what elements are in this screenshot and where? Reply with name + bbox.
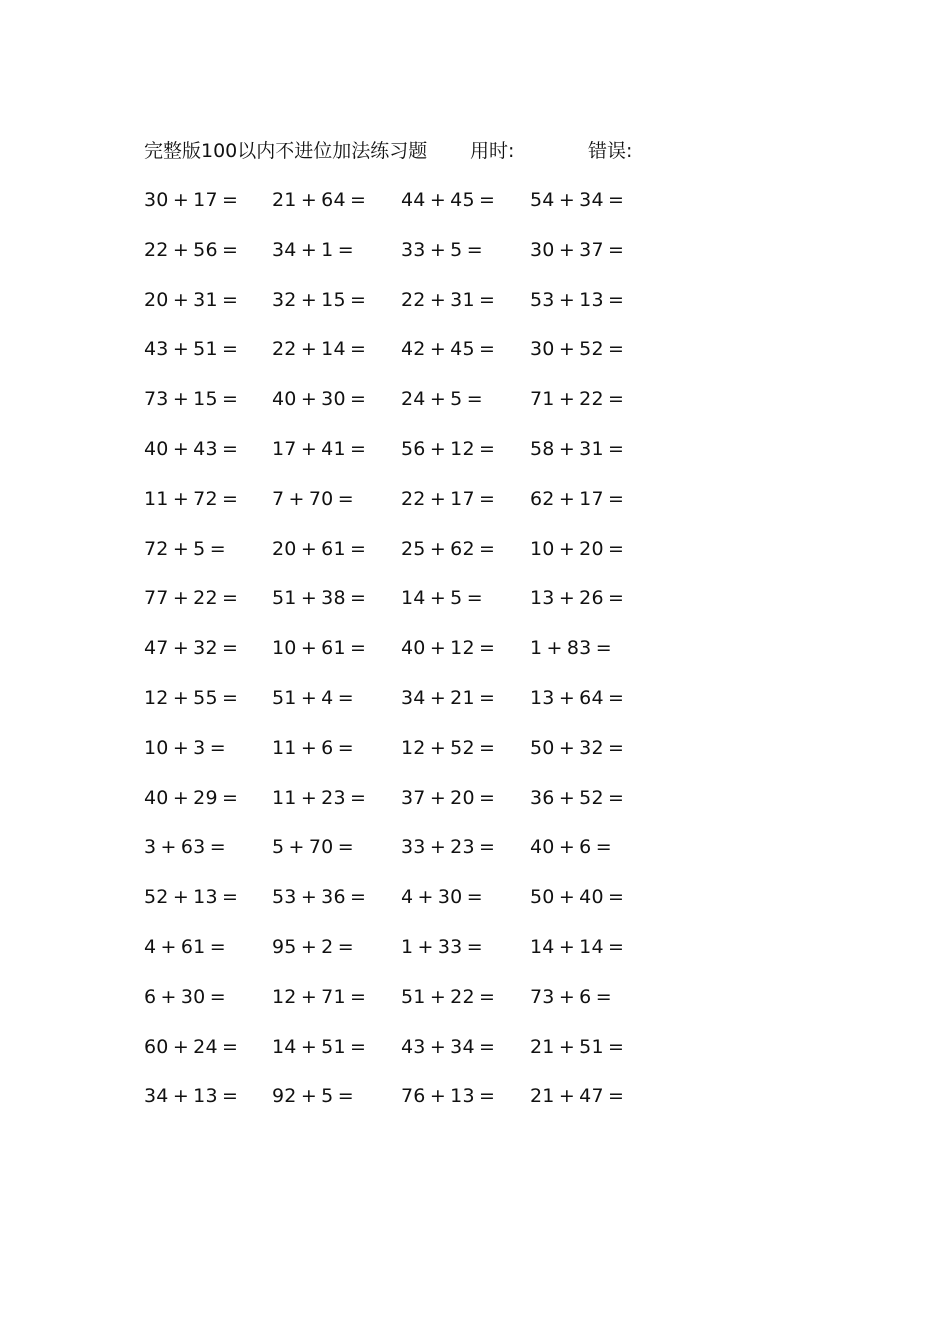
problem: 3 + 63 = (144, 836, 226, 859)
problem-row (0, 1032, 950, 1082)
problem: 95 + 2 = (272, 935, 354, 958)
problem-row (0, 733, 950, 783)
problem: 1 + 83 = (530, 637, 612, 660)
worksheet-title: 完整版100以内不进位加法练习题 (144, 140, 428, 162)
problem: 4 + 30 = (401, 886, 483, 909)
problem: 50 + 40 = (530, 886, 625, 909)
problem: 51 + 4 = (272, 686, 354, 709)
problem: 13 + 64 = (530, 686, 625, 709)
problem: 72 + 5 = (144, 537, 226, 560)
time-label: 用时: (470, 140, 515, 162)
problem: 7 + 70 = (272, 487, 354, 510)
problem: 52 + 13 = (144, 886, 239, 909)
problem: 10 + 61 = (272, 637, 367, 660)
problem: 40 + 43 = (144, 437, 239, 460)
problem: 50 + 32 = (530, 736, 625, 759)
problem: 40 + 30 = (272, 388, 367, 411)
problem: 32 + 15 = (272, 288, 367, 311)
problem: 22 + 31 = (401, 288, 496, 311)
problem-row (0, 932, 950, 982)
problem: 30 + 37 = (530, 238, 625, 261)
problem: 12 + 55 = (144, 686, 239, 709)
problem: 21 + 51 = (530, 1035, 625, 1058)
problem: 1 + 33 = (401, 935, 483, 958)
problem-row (0, 384, 950, 434)
problem: 12 + 71 = (272, 985, 367, 1008)
problem-row (0, 334, 950, 384)
problem: 40 + 12 = (401, 637, 496, 660)
problem-row (0, 235, 950, 285)
problem: 14 + 5 = (401, 587, 483, 610)
problem: 73 + 15 = (144, 388, 239, 411)
problem-row (0, 783, 950, 833)
problem: 62 + 17 = (530, 487, 625, 510)
problem: 25 + 62 = (401, 537, 496, 560)
problem-row (0, 534, 950, 584)
problem: 76 + 13 = (401, 1085, 496, 1108)
problem: 51 + 22 = (401, 985, 496, 1008)
problem: 20 + 61 = (272, 537, 367, 560)
problem: 30 + 17 = (144, 189, 239, 211)
problem: 12 + 52 = (401, 736, 496, 759)
problem: 4 + 61 = (144, 935, 226, 958)
problem: 13 + 26 = (530, 587, 625, 610)
problem-row (0, 832, 950, 882)
problem: 11 + 6 = (272, 736, 354, 759)
problem-row (0, 434, 950, 484)
problem: 43 + 34 = (401, 1035, 496, 1058)
problem-row (0, 285, 950, 335)
problem: 92 + 5 = (272, 1085, 354, 1108)
problem: 71 + 22 = (530, 388, 625, 411)
problem: 53 + 36 = (272, 886, 367, 909)
problem: 54 + 34 = (530, 189, 625, 211)
problem-row (0, 683, 950, 733)
problem: 40 + 6 = (530, 836, 612, 859)
problem: 30 + 52 = (530, 338, 625, 361)
problem: 10 + 3 = (144, 736, 226, 759)
problem: 33 + 5 = (401, 238, 483, 261)
problem-row (0, 982, 950, 1032)
problem: 73 + 6 = (530, 985, 612, 1008)
problem: 77 + 22 = (144, 587, 239, 610)
problem: 22 + 14 = (272, 338, 367, 361)
problem: 24 + 5 = (401, 388, 483, 411)
problem: 11 + 72 = (144, 487, 239, 510)
worksheet-header (0, 136, 950, 166)
problem-row (0, 1081, 950, 1131)
problem-row (0, 633, 950, 683)
problem: 44 + 45 = (401, 189, 496, 211)
problem: 21 + 64 = (272, 189, 367, 211)
problem-row (0, 882, 950, 932)
problem: 51 + 38 = (272, 587, 367, 610)
problem: 20 + 31 = (144, 288, 239, 311)
problem: 34 + 1 = (272, 238, 354, 261)
problem: 37 + 20 = (401, 786, 496, 809)
problem: 17 + 41 = (272, 437, 367, 460)
problem: 5 + 70 = (272, 836, 354, 859)
problem: 58 + 31 = (530, 437, 625, 460)
problem: 22 + 56 = (144, 238, 239, 261)
problem: 43 + 51 = (144, 338, 239, 361)
problem: 14 + 51 = (272, 1035, 367, 1058)
error-label: 错误: (588, 140, 633, 162)
problem: 11 + 23 = (272, 786, 367, 809)
problem: 33 + 23 = (401, 836, 496, 859)
problem-row (0, 484, 950, 534)
problem: 36 + 52 = (530, 786, 625, 809)
problem: 56 + 12 = (401, 437, 496, 460)
problem: 14 + 14 = (530, 935, 625, 958)
problem-grid (0, 185, 950, 1131)
problem: 34 + 21 = (401, 686, 496, 709)
problem: 21 + 47 = (530, 1085, 625, 1108)
problem: 10 + 20 = (530, 537, 625, 560)
problem: 47 + 32 = (144, 637, 239, 660)
problem-row (0, 583, 950, 633)
problem: 6 + 30 = (144, 985, 226, 1008)
problem: 40 + 29 = (144, 786, 239, 809)
problem: 53 + 13 = (530, 288, 625, 311)
problem: 60 + 24 = (144, 1035, 239, 1058)
problem: 42 + 45 = (401, 338, 496, 361)
problem-row (0, 185, 950, 235)
problem: 22 + 17 = (401, 487, 496, 510)
problem: 34 + 13 = (144, 1085, 239, 1108)
